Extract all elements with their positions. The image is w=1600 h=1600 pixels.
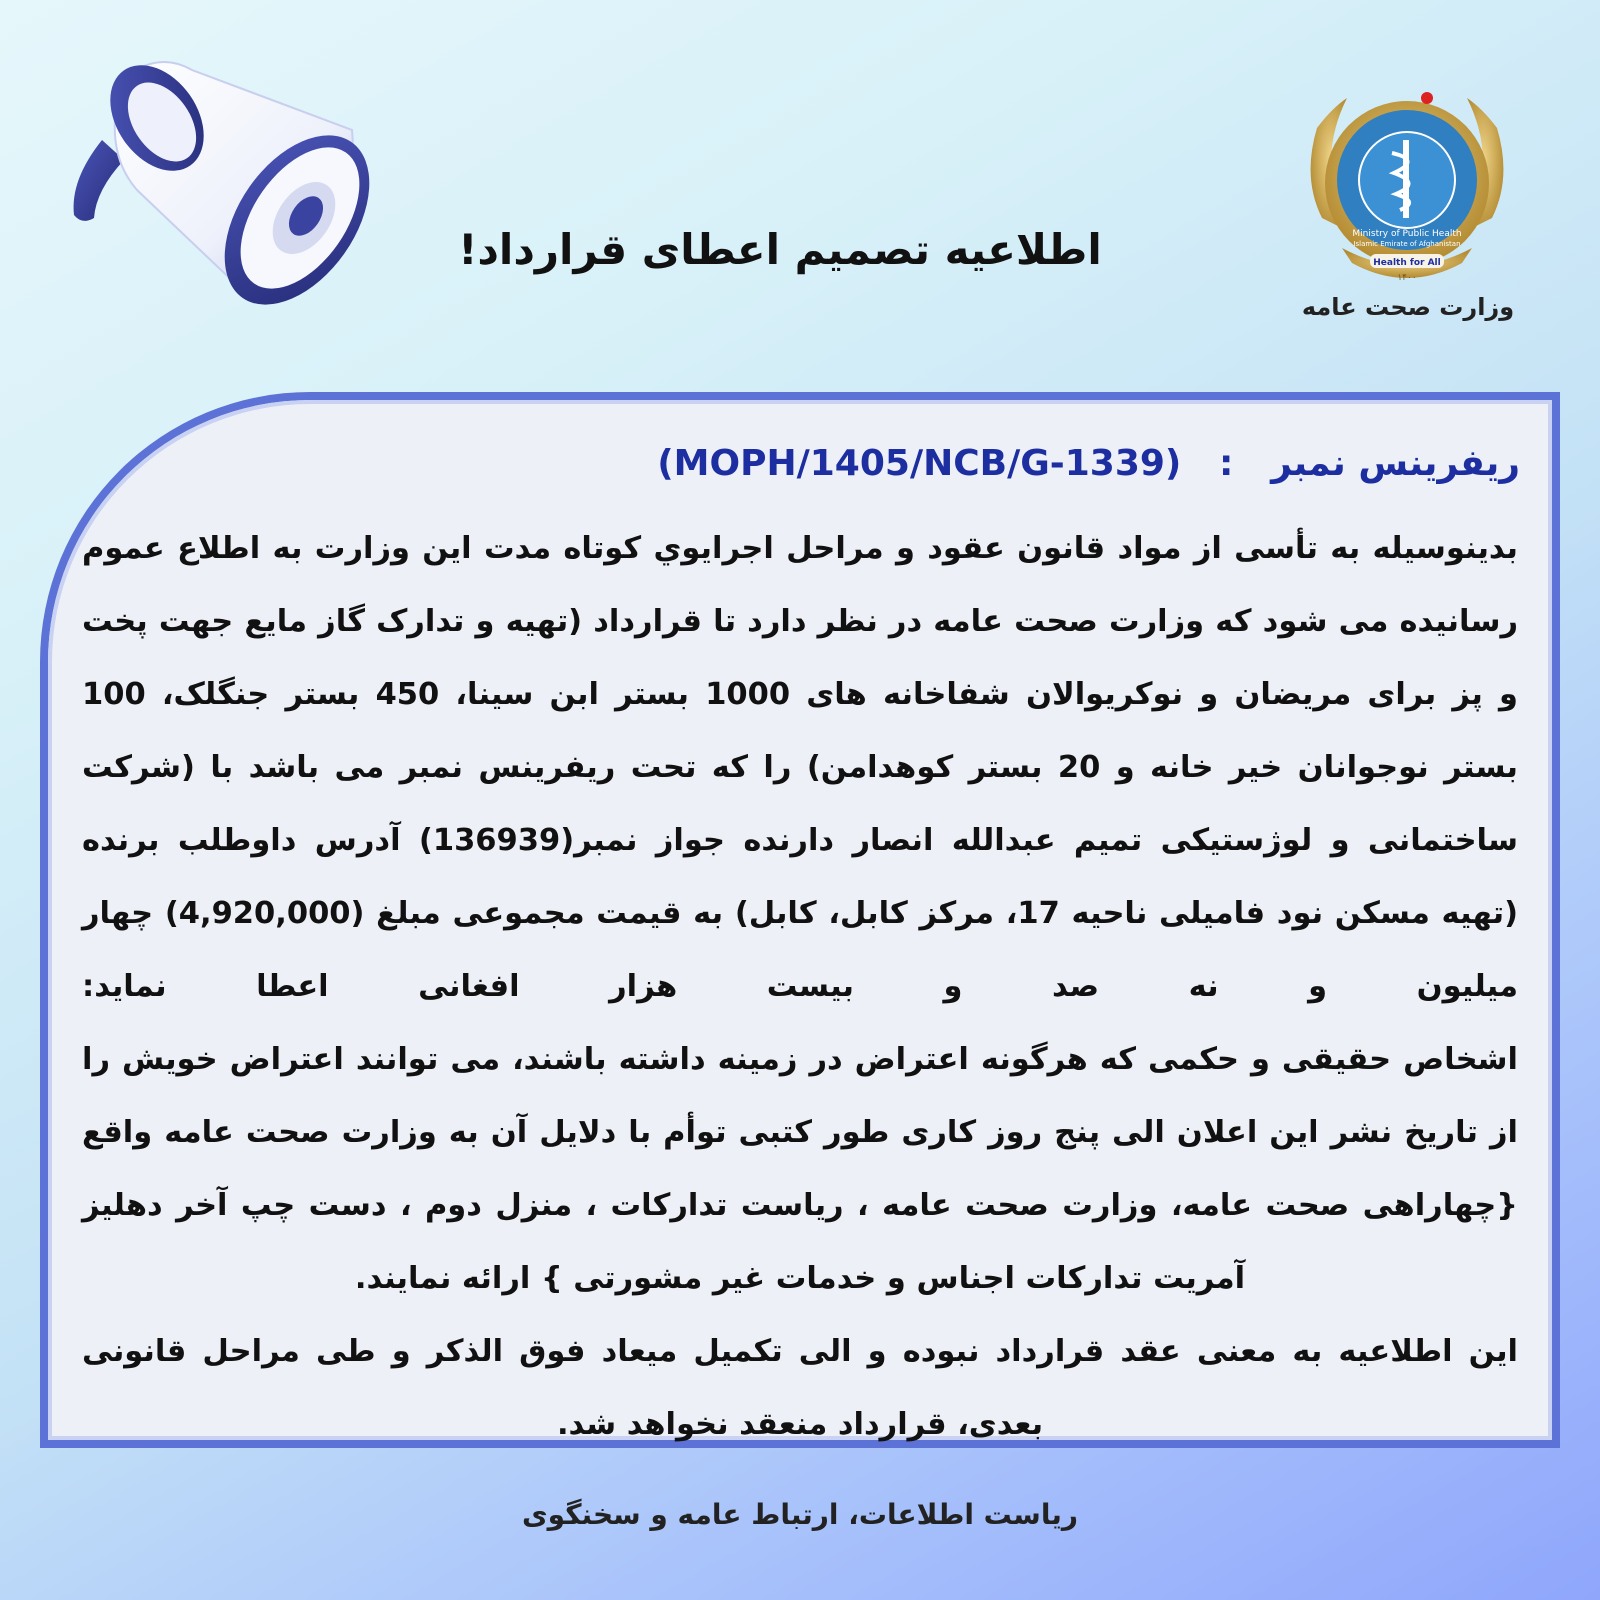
footer-text: ریاست اطلاعات، ارتباط عامه و سخنگوی xyxy=(522,1498,1078,1531)
notice-body xyxy=(82,512,1518,1461)
notice-paragraph-1: بدینوسیله به تأسی از مواد قانون عقود و مراحل اجرایوي کوتاه مدت این وزارت به اطلاع عموم رسانیده می شود که وزارت صحت عامه در نظر دارد تا قرارداد (تهیه و تدارک گاز مایع جهت پخت و پز برای مریضان و نوکریوالان شفاخانه های 1000 بستر ابن سینا، 450 بستر جنگلک، 100 بستر نوجوانان خیر خانه و 20 بستر کوهدامن) را که تحت ریفرینس نمبر می باشد با (شرکت ساختمانی و لوژستیکی تمیم عبدالله انصار دارنده جواز نمبر(136939) آدرس داوطلب برنده (تهیه مسکن نود فامیلی ناحیه 17، مرکز کابل، کابل) به قیمت مجموعی مبلغ (4,920,000) چهار میلیون و نه صد و بیست هزار افغانی اعطا نماید: xyxy=(82,531,1519,1004)
page-title: اطلاعیه تصمیم اعطای قرارداد! xyxy=(458,225,1102,274)
emblem-year: ۱۴۰۰ xyxy=(1397,273,1417,283)
notice-paragraph-2: اشخاص حقیقی و حکمی که هرگونه اعتراض در زمینه داشته باشند، می توانند اعتراض خویش را از تاریخ نشر این اعلان الی پنج روز کاری طور کتبی توأم با دلایل آن به وزارت صحت عامه واقع {چهاراهی صحت عامه، وزارت صحت عامه ، ریاست تدارکات ، منزل دوم ، دست چپ آخر دهلیز آمریت تدارکات اجناس و خدمات غیر مشورتی } ارائه نمایند. xyxy=(82,1042,1518,1296)
ministry-name: وزارت صحت عامه xyxy=(1301,293,1515,321)
megaphone-icon xyxy=(62,40,382,330)
reference-code: (MOPH/1405/NCB/G-1339) xyxy=(657,443,1182,484)
emblem-english-text-2: Islamic Emirate of Afghanistan xyxy=(1353,240,1461,248)
emblem-english-text: Ministry of Public Health xyxy=(1352,229,1462,239)
reference-label: ریفرینس نمبر xyxy=(1271,443,1520,484)
emblem-motto: Health for All xyxy=(1373,258,1441,268)
ministry-emblem xyxy=(1292,68,1522,298)
reference-separator: : xyxy=(1219,443,1234,484)
reference-line xyxy=(657,443,1520,484)
notice-paragraph-3: این اطلاعیه به معنی عقد قرارداد نبوده و الی تکمیل میعاد فوق الذکر و طی مراحل قانونی بعدی، قرارداد منعقد نخواهد شد. xyxy=(82,1334,1518,1442)
